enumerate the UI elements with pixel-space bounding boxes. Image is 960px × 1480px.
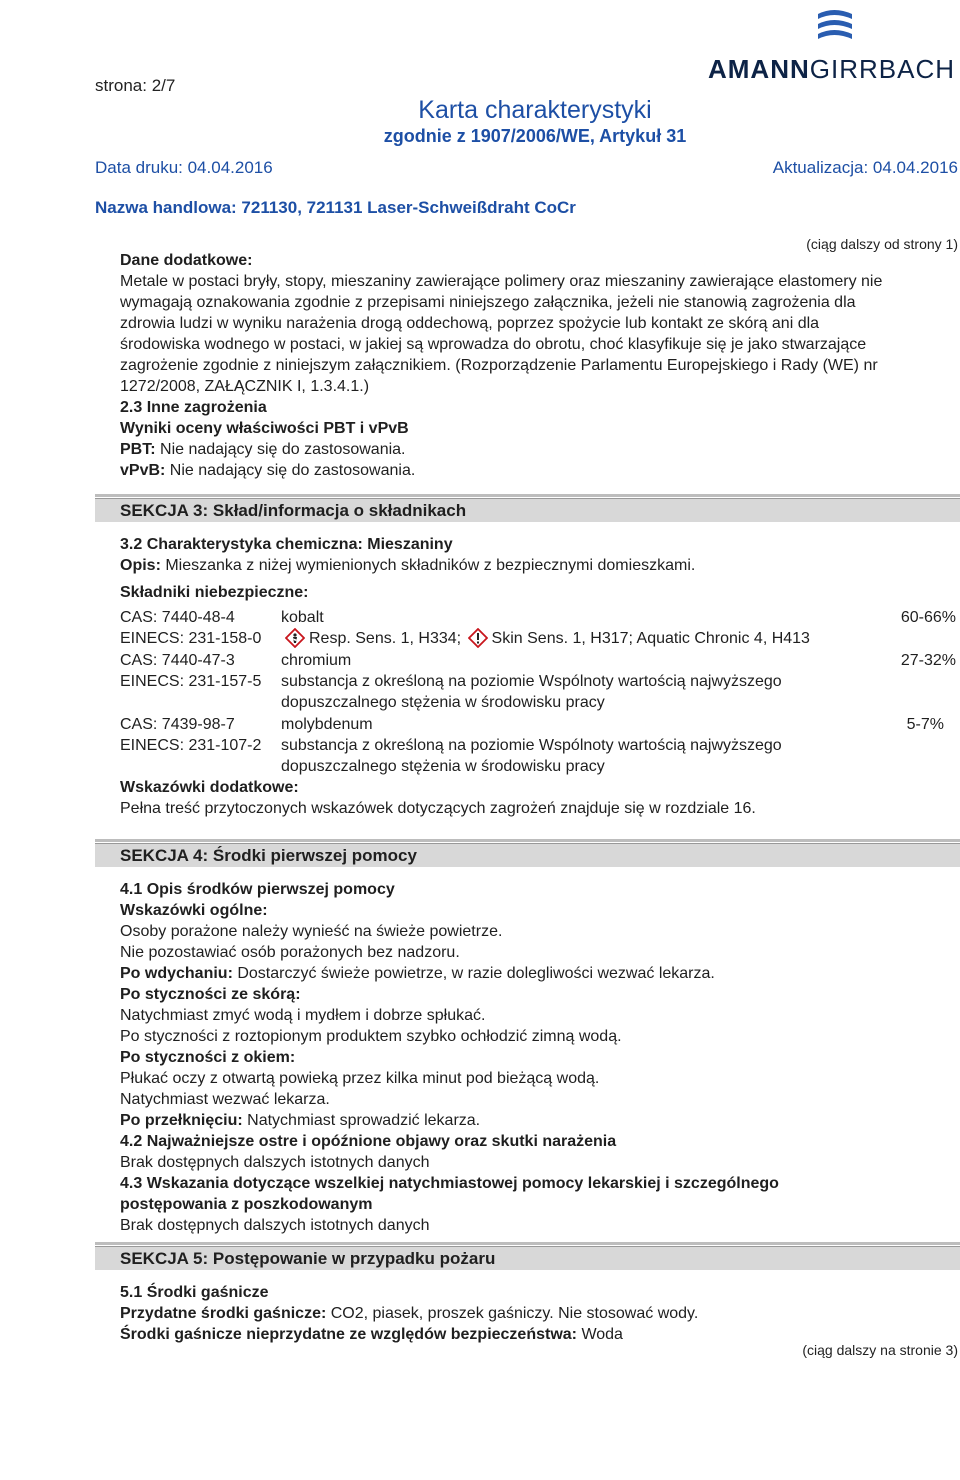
symptoms-heading: 4.2 Najważniejsze ostre i opóźnione objawy oraz skutki narażenia xyxy=(120,1133,617,1150)
description-label: Opis: xyxy=(120,557,161,574)
skin-contact-line: Natychmiast zmyć wodą i mydłem i dobrze spłukać. xyxy=(120,1007,486,1024)
component-name: chromium xyxy=(281,652,352,669)
continued-from-note: (ciąg dalszy od strony 1) xyxy=(806,236,958,252)
description-line xyxy=(120,555,956,576)
inhalation-label: Po wdychaniu: xyxy=(120,965,233,982)
symptoms-value: Brak dostępnych dalszych istotnych danych xyxy=(120,1154,430,1171)
additional-notes-value: Pełna treść przytoczonych wskazówek dotyczących zagrożeń znajduje się w rozdziale 16. xyxy=(120,800,756,817)
skin-contact-label: Po styczności ze skórą: xyxy=(120,986,301,1003)
component-note: substancja z określoną na poziomie Wspólnoty wartością najwyższego xyxy=(281,673,782,690)
print-date: Data druku: 04.04.2016 xyxy=(95,158,273,177)
additional-notes-label: Wskazówki dodatkowe: xyxy=(120,779,299,796)
component-percentage: 5-7% xyxy=(906,716,944,733)
vpvb-value: Nie nadający się do zastosowania. xyxy=(165,462,416,479)
component-percentage: 27-32% xyxy=(900,652,956,669)
extinguishing-media-heading: 5.1 Środki gaśnicze xyxy=(120,1284,269,1301)
first-aid-description-heading: 4.1 Opis środków pierwszej pomocy xyxy=(120,881,395,898)
additional-data-line: wymagają oznakowania zgodnie z przepisami niniejszego załącznika, jeżeli nie stanowią zagrożenia dla xyxy=(120,294,856,311)
chemical-characterization: 3.2 Charakterystyka chemiczna: Mieszaniny xyxy=(120,536,453,553)
pbt-value: Nie nadający się do zastosowania. xyxy=(155,441,406,458)
document-subtitle: zgodnie z 1907/2006/WE, Artykuł 31 xyxy=(383,126,687,146)
additional-data-line: Metale w postaci bryły, stopy, mieszaniny zawierające polimery oraz mieszaniny zawierające elastomery nie xyxy=(120,273,883,290)
skin-contact-line: Po styczności z roztopionym produktem szybko ochłodzić zimną wodą. xyxy=(120,1028,622,1045)
component-note: substancja z określoną na poziomie Wspólnoty wartością najwyższego xyxy=(281,737,782,754)
classification xyxy=(283,628,810,649)
other-hazards-heading: 2.3 Inne zagrożenia xyxy=(120,399,267,416)
general-notes-line: Osoby porażone należy wynieść na świeże powietrze. xyxy=(120,923,503,940)
section5-header: SEKCJA 5: Postępowanie w przypadku pożaru xyxy=(95,1246,960,1270)
einecs-number: EINECS: 231-107-2 xyxy=(120,737,262,754)
component-name: kobalt xyxy=(281,609,324,626)
unsuitable-media-label: Środki gaśnicze nieprzydatne ze względów bezpieczeństwa: xyxy=(120,1326,577,1343)
exclamation-pictogram-icon xyxy=(468,628,488,648)
inhalation-line xyxy=(120,963,956,984)
ingestion-line xyxy=(120,1110,956,1131)
suitable-media-label: Przydatne środki gaśnicze: xyxy=(120,1305,327,1322)
table-row xyxy=(120,692,956,713)
classification-resp-sens: Resp. Sens. 1, H334; xyxy=(309,630,462,647)
component-percentage: 60-66% xyxy=(900,609,956,626)
general-notes-line: Nie pozostawiać osób porażonych bez nadzoru. xyxy=(120,944,460,961)
unsuitable-media-value: Woda xyxy=(577,1326,623,1343)
eye-contact-line: Płukać oczy z otwartą powieką przez kilka minut pod bieżącą wodą. xyxy=(120,1070,600,1087)
section3-body xyxy=(120,534,956,819)
table-row xyxy=(120,714,956,735)
continued-to-note: (ciąg dalszy na stronie 3) xyxy=(802,1342,958,1358)
additional-data-label: Dane dodatkowe: xyxy=(120,252,253,269)
ingestion-value: Natychmiast sprowadzić lekarza. xyxy=(242,1112,481,1129)
cas-number: CAS: 7440-48-4 xyxy=(120,609,235,626)
section2-continued xyxy=(120,250,956,481)
table-row xyxy=(120,671,956,692)
general-notes-label: Wskazówki ogólne: xyxy=(120,902,268,919)
table-row xyxy=(120,756,956,777)
components-table xyxy=(120,607,956,777)
update-date: Aktualizacja: 04.04.2016 xyxy=(772,158,958,177)
cas-number: CAS: 7439-98-7 xyxy=(120,716,235,733)
einecs-number: EINECS: 231-157-5 xyxy=(120,673,262,690)
einecs-number: EINECS: 231-158-0 xyxy=(120,630,262,647)
inhalation-value: Dostarczyć świeże powietrze, w razie dolegliwości wezwać lekarza. xyxy=(232,965,715,982)
table-row xyxy=(120,607,956,628)
medical-attention-heading-cont: postępowania z poszkodowanym xyxy=(120,1196,373,1213)
description-value: Mieszanka z niżej wymienionych składników z bezpiecznymi domieszkami. xyxy=(160,557,696,574)
vpvb-line xyxy=(120,460,956,481)
eye-contact-label: Po styczności z okiem: xyxy=(120,1049,296,1066)
additional-data-line: zagrożenie zgodnie z niniejszym załącznikiem. (Rozporządzenie Parlamentu Europejskiego i Rady (WE) nr xyxy=(120,357,878,374)
vpvb-label: vPvB: xyxy=(120,462,166,479)
component-name: molybdenum xyxy=(281,716,373,733)
table-row xyxy=(120,650,956,671)
health-hazard-pictogram-icon xyxy=(285,628,305,648)
logo-light-text: GIRRBACH xyxy=(809,54,956,84)
section4-header: SEKCJA 4: Środki pierwszej pomocy xyxy=(95,843,960,867)
suitable-media-value: CO2, piasek, proszek gaśniczy. Nie stosować wody. xyxy=(326,1305,699,1322)
logo-bold-text: AMANN xyxy=(708,54,810,84)
additional-data-line: środowiska wodnego w postaci, w jakiej są wprowadza do obrotu, choć klasyfikuje się je jako stwarzające xyxy=(120,336,867,353)
eye-contact-line: Natychmiast wezwać lekarza. xyxy=(120,1091,330,1108)
medical-attention-value: Brak dostępnych dalszych istotnych danych xyxy=(120,1217,430,1234)
table-row xyxy=(120,735,956,756)
section4-body xyxy=(120,879,956,1236)
additional-data-line: 1272/2008, ZAŁĄCZNIK I, 1.3.4.1.) xyxy=(120,378,370,395)
amann-girrbach-logo-mark xyxy=(812,6,862,46)
table-row xyxy=(120,628,956,649)
pbt-line xyxy=(120,439,956,460)
pbt-results-heading: Wyniki oceny właściwości PBT i vPvB xyxy=(120,420,409,437)
additional-data-line: zdrowia ludzi w wyniku narażenia drogą oddechową, poprzez spożycie lub kontakt ze skórą ani dla xyxy=(120,315,820,332)
section3-header: SEKCJA 3: Skład/informacja o składnikach xyxy=(95,498,960,522)
page-number: strona: 2/7 xyxy=(95,76,176,95)
hazardous-components-label: Składniki niebezpieczne: xyxy=(120,584,309,601)
component-note: dopuszczalnego stężenia w środowisku pracy xyxy=(281,694,605,711)
suitable-media-line xyxy=(120,1303,956,1324)
section5-body xyxy=(120,1282,956,1345)
trade-name: Nazwa handlowa: 721130, 721131 Laser-Schweißdraht CoCr xyxy=(95,198,576,217)
cas-number: CAS: 7440-47-3 xyxy=(120,652,235,669)
document-title: Karta charakterystyki xyxy=(418,96,652,124)
component-note: dopuszczalnego stężenia w środowisku pracy xyxy=(281,758,605,775)
ingestion-label: Po przełknięciu: xyxy=(120,1112,243,1129)
pbt-label: PBT: xyxy=(120,441,156,458)
medical-attention-heading: 4.3 Wskazania dotyczące wszelkiej natychmiastowej pomocy lekarskiej i szczególnego xyxy=(120,1175,779,1192)
classification-skin-sens: Skin Sens. 1, H317; Aquatic Chronic 4, H413 xyxy=(491,630,810,647)
